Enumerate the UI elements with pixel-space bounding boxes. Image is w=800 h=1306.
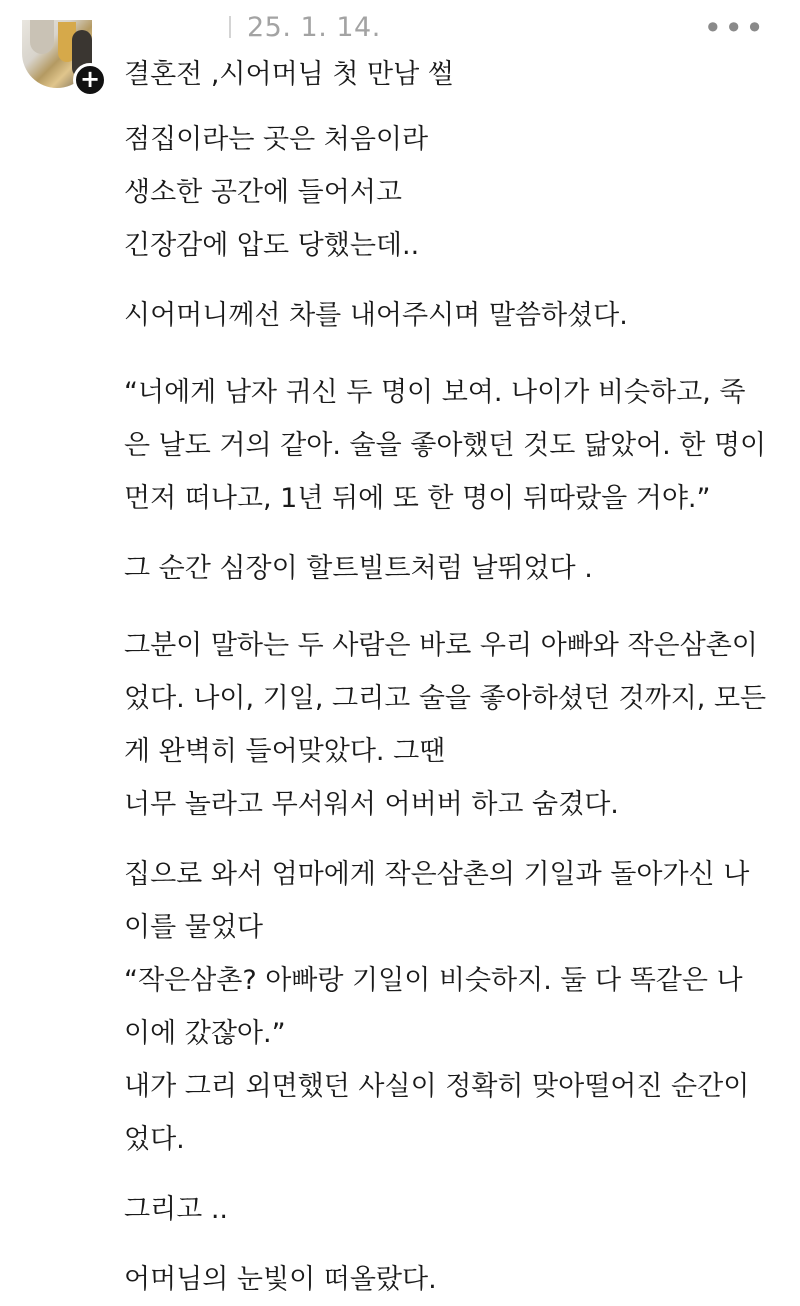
paragraph-2 — [124, 289, 784, 342]
text-line: 긴장감에 압도 당했는데.. — [124, 230, 420, 261]
text-line: 먼저 떠나고, 1년 뒤에 또 한 명이 뒤따랐을 거야.” — [124, 483, 711, 514]
text-line: 게 완벽히 들어맞았다. 그땐 — [124, 736, 446, 767]
text-line: “너에게 남자 귀신 두 명이 보여. 나이가 비슷하고, 죽 — [124, 377, 746, 408]
post-date: 25. 1. 14. — [247, 12, 381, 43]
paragraph-4 — [124, 542, 784, 595]
text-line: 었다. — [124, 1124, 185, 1155]
text-line: 그리고 .. — [124, 1194, 228, 1225]
paragraph-8 — [124, 1253, 784, 1306]
text-line: 그분이 말하는 두 사람은 바로 우리 아빠와 작은삼촌이 — [124, 630, 758, 661]
paragraph-6 — [124, 848, 784, 1166]
text-line: 너무 놀라고 무서워서 어버버 하고 숨겼다. — [124, 789, 619, 820]
text-line: 그 순간 심장이 할트빌트처럼 날뛰었다 . — [124, 553, 593, 584]
text-line: 점집이라는 곳은 처음이라 — [124, 124, 429, 155]
follow-plus-icon[interactable]: + — [73, 63, 107, 97]
text-line: 생소한 공간에 들어서고 — [124, 177, 402, 208]
paragraph-3 — [124, 366, 784, 525]
paragraph-7 — [124, 1183, 784, 1236]
paragraph-5 — [124, 619, 784, 831]
post-body — [124, 113, 784, 1306]
text-line: 어머님의 눈빛이 떠올랐다. — [124, 1264, 437, 1295]
text-line: 은 날도 거의 같아. 술을 좋아했던 것도 닮았어. 한 명이 — [124, 430, 767, 461]
text-line: 집으로 와서 엄마에게 작은삼촌의 기일과 돌아가신 나 — [124, 859, 750, 890]
text-line: 내가 그리 외면했던 사실이 정확히 맞아떨어진 순간이 — [124, 1071, 750, 1102]
paragraph-1 — [124, 113, 784, 272]
thread-line — [229, 16, 231, 38]
text-line: “작은삼촌? 아빠랑 기일이 비슷하지. 둘 다 똑같은 나 — [124, 965, 743, 996]
more-options-icon[interactable]: ••• — [703, 9, 766, 47]
text-line: 었다. 나이, 기일, 그리고 술을 좋아하셨던 것까지, 모든 — [124, 683, 767, 714]
text-line: 이에 갔잖아.” — [124, 1018, 286, 1049]
post-title: 결혼전 ,시어머님 첫 만남 썰 — [124, 59, 454, 90]
text-line: 시어머니께선 차를 내어주시며 말씀하셨다. — [124, 300, 628, 331]
text-line: 이를 물었다 — [124, 912, 263, 943]
